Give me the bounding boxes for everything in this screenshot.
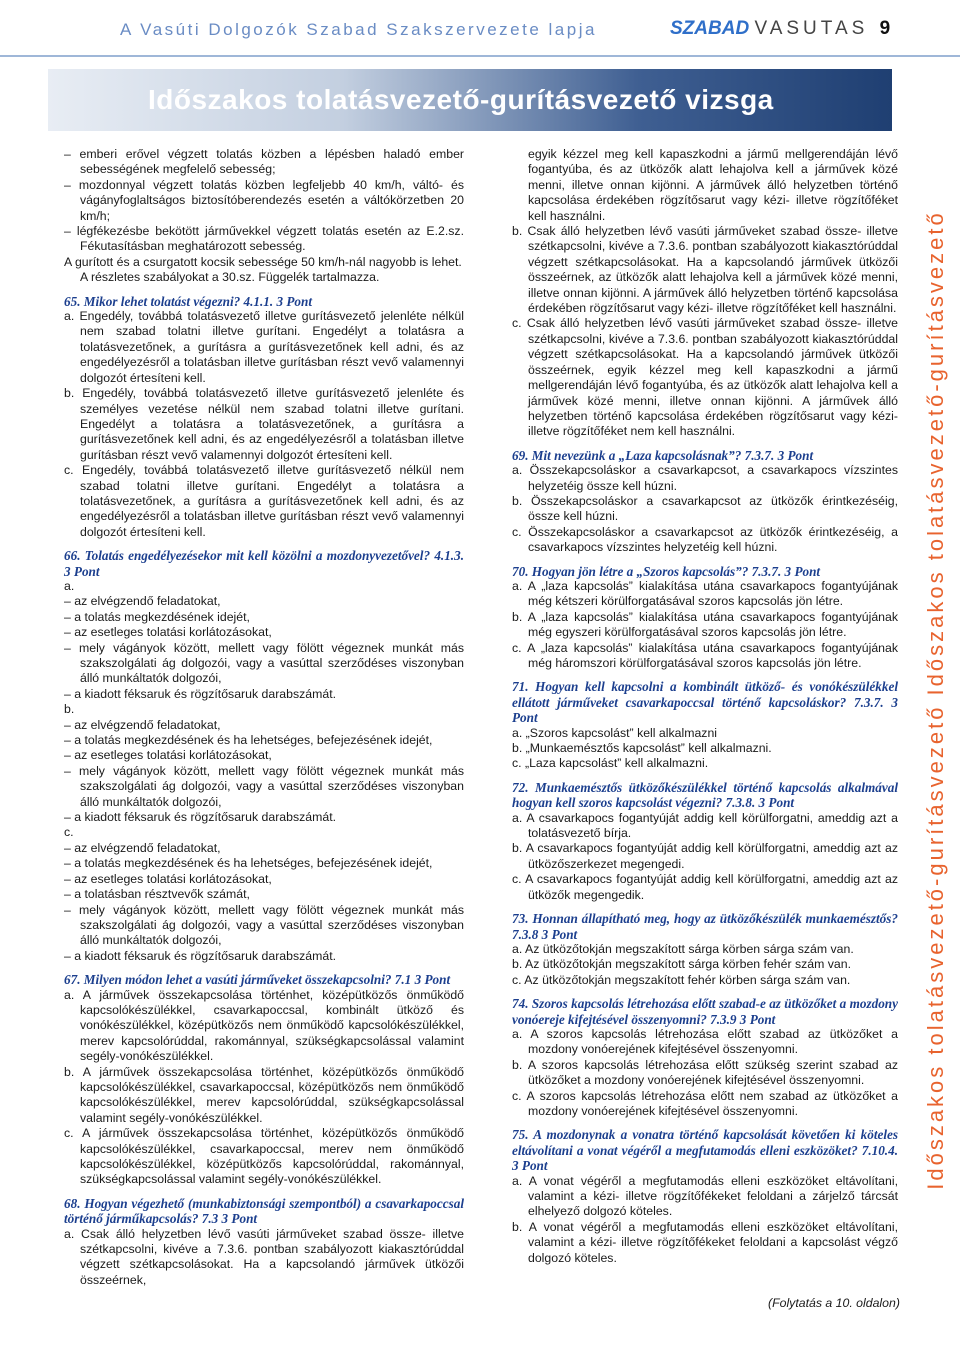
page-header (0, 0, 960, 62)
publication-subtitle: A Vasúti Dolgozók Szabad Szakszervezete lapja (120, 20, 597, 39)
paragraph: c. Összekapcsoláskor a csavarkapcsot az ütközők érintkezéséig, a csavarkapocs vízszintes helyzetéig kell húzni. (512, 524, 898, 555)
question: 66. Tolatás engedélyezésekor mit kell közölni a mozdonyvezetővel? 4.1.3. 3 Pont (64, 548, 464, 579)
paragraph: egyik kézzel meg kell kapaszkodni a jármű mellgerendáján lévő fogantyúba, és az ütközők alatt lehajolva kell a járművek közé menni, illetve onnan kijönni. A járművek álló helyzetben történő kapcsolása érdekében rögzítősarut vagy kézi- illetve rögzítőféket kell használni. (528, 147, 898, 223)
paragraph: – mely vágányok között, mellett vagy fölött végeznek munkát más szakszolgálati ág dolgozói, vagy a vasúttal szerződéses viszonyban álló munkáltatók dolgozói, (64, 640, 464, 686)
paragraph: a. Összekapcsoláskor a csavarkapcsot, a csavarkapocs vízszintes helyzetéig össze kell húzni. (512, 463, 898, 493)
paragraph: A részletes szabályokat a 30.sz. Függelék tartalmazza. (80, 270, 380, 285)
question: 71. Hogyan kell kapcsolni a kombinált ütköző- és vonókészülékkel ellátott járműveket csavarkapoccsal történő kapcsoláskor? 7.3.7. 3 Pont (512, 679, 898, 726)
left-column (64, 147, 464, 1288)
question: 74. Szoros kapcsolás létrehozása előtt szabad-e az ütközőket a mozdony vonóereje kifejtésével összenyomni? 7.3.9 3 Pont (512, 996, 898, 1027)
paragraph: – a kiadott féksaruk és rögzítősaruk darabszámát. (64, 948, 337, 963)
paragraph: – az elvégzendő feladatokat, (64, 717, 221, 732)
question: 73. Honnan állapítható meg, hogy az ütközőkészülék munkaemésztős? 7.3.8 3 Pont (512, 911, 898, 942)
paragraph: a. A vonat végéről a megfutamodás elleni eszközöket eltávolítani, valamint a kézi- illetve rögzítőfékeket feloldani a zárjelző tárcsát elhelyező dolgozó köteles. (512, 1173, 898, 1219)
side-text: Időszakos tolatásvezető-gurításvezető Időszakos tolatásvezető-gurításvezető (923, 210, 948, 1190)
paragraph: a. Csak álló helyzetben lévő vasúti járműveket szabad össze- illetve szétkapcsolni, kivéve a 7.3.6. pontban szabályozott kiakasztórúddal végzett szétkapcsolásokat. Ha a kapcsolandó járművek ütközői összeérnek, (64, 1226, 464, 1287)
question: 67. Milyen módon lehet a vasúti járműveket összekapcsolni? 7.1 3 Pont (64, 972, 451, 988)
paragraph: a. A „laza kapcsolás” kialakítása utána csavarkapocs fogantyújának még kétszeri körülforgatásával szoros kapcsolás jön létre. (512, 578, 898, 609)
paragraph: A gurított és a csurgatott kocsik sebessége 50 km/h-nál nagyobb is lehet. (64, 254, 462, 269)
paragraph: c. A szoros kapcsolás létrehozása előtt nem szabad az ütközőket a mozdony vonóerejének kifejtésével összenyomni. (512, 1088, 898, 1118)
paragraph: – mely vágányok között, mellett vagy fölött végeznek munkát más szakszolgálati ág dolgozói, vagy a vasúttal szerződéses viszonyban álló munkáltatók dolgozói, (64, 902, 464, 948)
paragraph: b. Csak álló helyzetben lévő vasúti járműveket szabad össze- illetve szétkapcsolni, kivéve a 7.3.6. pontban szabályozott kiakasztórúddal végzett szétkapcsolásokat. Ha a kapcsolandó járművek ütközői összeérnek, az ütközők alatt lehajolva kell a járművek közé menni, illetve onnan kijönni. A járművek álló helyzetben történő kapcsolása érdekében rögzítősarut vagy kézi- illetve rögzítőféket kell használni. (512, 224, 898, 316)
paragraph: a. A szoros kapcsolás létrehozása előtt szabad az ütközőket a mozdony vonóerejének kifejtésével összenyomni. (512, 1026, 898, 1057)
paragraph: – mozdonnyal végzett tolatás közben legfeljebb 40 km/h, váltó- és vágányfoglaltságos biztosítóberendezés esetén a váltókörzetben 20 km/h; (64, 177, 464, 223)
paragraph: b. A szoros kapcsolás létrehozása előtt szükség szerint szabad az ütközőket a mozdony vonóerejének kifejtésével összenyomni. (512, 1057, 898, 1088)
paragraph: – emberi erővel végzett tolatás közben a lépésben haladó ember sebességének megfelelő sebesség; (64, 147, 464, 177)
paragraph: b. Engedély, továbbá tolatásvezető illetve gurításvezető jelenléte és személyes vezetése nélkül nem szabad tolatni illetve gurítani. Engedélyt a tolatásra a tolatásvezetőnek, a gurításra a gurításvezetőnek kell adni, és az engedélyezésről a tolatásban illetve gurításban részt vevő valamennyi dolgozót értesíteni kell. (64, 386, 464, 462)
paragraph: c. Csak álló helyzetben lévő vasúti járműveket szabad össze- illetve szétkapcsolni, kivéve a 7.3.6. pontban szabályozott kiakasztórúddal végzett szétkapcsolásokat. Ha a kapcsolandó járművek ütközői összeérnek, egyik kézzel meg kell kapaszkodni a jármű mellgerendáján lévő fogantyúba, és az ütközők alatt lehajolva kell a járművek közé menni, illetve onnan kijönni. A járművek álló helyzetben történő kapcsolása érdekében rögzítősarut vagy kézi- illetve rögzítőféket nem kell használni. (512, 316, 898, 439)
question: 70. Hogyan jön létre a „Szoros kapcsolás”? 7.3.7. 3 Pont (512, 563, 821, 579)
paragraph: c. Az ütközőtokján megszakított fehér körben sárga szám van. (512, 972, 851, 987)
paragraph: – az esetleges tolatási korlátozásokat, (64, 871, 272, 886)
paragraph: c. A „laza kapcsolás” kialakítása utána csavarkapocs fogantyújának még háromszori körülforgatásával szoros kapcsolás jön létre. (512, 640, 898, 670)
paragraph: – a tolatás megkezdésének és ha lehetséges, befejezésének idejét, (64, 733, 433, 748)
paragraph: b. A vonat végéről a megfutamodás elleni eszközöket eltávolítani, valamint a kézi- illetve rögzítőfékeket feloldani a kapcsolást végző dolgozó köteles. (512, 1219, 898, 1265)
paragraph: – mely vágányok között, mellett vagy fölött végeznek munkát más szakszolgálati ág dolgozói, vagy a vasúttal szerződéses viszonyban álló munkáltatók dolgozói, (64, 763, 464, 809)
paragraph: a. „Szoros kapcsolást” kell alkalmazni (512, 725, 718, 740)
paragraph: – a kiadott féksaruk és rögzítősaruk darabszámát. (64, 686, 337, 701)
paragraph: b. (64, 702, 75, 717)
page-number: 9 (879, 18, 891, 39)
paragraph: a. (64, 578, 75, 593)
paragraph: c. (64, 825, 74, 840)
paragraph: – az esetleges tolatási korlátozásokat, (64, 748, 272, 763)
question: 69. Mit nevezünk a „Laza kapcsolásnak”? 7.3.7. 3 Pont (512, 447, 814, 463)
publication-brand (670, 18, 890, 40)
question: 65. Mikor lehet tolatást végezni? 4.1.1. 3 Pont (64, 293, 312, 309)
paragraph: b. A „laza kapcsolás” kialakítása utána csavarkapocs fogantyújának még egyszeri körülforgatásával szoros kapcsolás jön létre. (512, 609, 898, 640)
question: 72. Munkaemésztős ütközőkészülékkel történő kapcsolás alkalmával hogyan kell szoros kapcsolást végezni? 7.3.8. 3 Pont (512, 779, 898, 811)
paragraph: c. A csavarkapocs fogantyúját addig kell körülforgatni, ameddig azt az ütközők megengedik. (512, 872, 898, 902)
paragraph: b. Összekapcsoláskor a csavarkapcsot az ütközők érintkezéséig, össze kell húzni. (512, 493, 898, 524)
right-column (512, 147, 898, 1266)
brand-bold: SZABAD (670, 18, 750, 39)
paragraph: a. A csavarkapocs fogantyúját addig kell körülforgatni, ameddig azt a tolatásvezető bírja. (512, 810, 898, 841)
paragraph: b. „Munkaemésztős kapcsolást” kell alkalmazni. (512, 741, 772, 756)
question: 68. Hogyan végezhető (munkabiztonsági szempontból) a csavarkapoccsal történő járműkapcsolás? 7.3 3 Pont (64, 1195, 464, 1227)
paragraph: – az esetleges tolatási korlátozásokat, (64, 625, 272, 640)
paragraph: – a kiadott féksaruk és rögzítősaruk darabszámát. (64, 810, 337, 825)
paragraph: – a tolatás megkezdésének idejét, (64, 609, 250, 624)
paragraph: – az elvégzendő feladatokat, (64, 594, 221, 609)
paragraph: a. Engedély, továbbá tolatásvezető illetve gurításvezető jelenléte nélkül nem szabad tolatni illetve gurítani. Engedélyt a tolatásra a tolatásvezetőnek, a gurításra a gurításvezetőnek kell adni, és az engedélyezésről a tolatásban illetve gurításban részt vevő valamennyi dolgozót értesíteni kell. (64, 309, 464, 385)
paragraph: a. Az ütközőtokján megszakított sárga körben sárga szám van. (512, 941, 854, 956)
paragraph: c. A járművek összekapcsolása történhet, középütközős önműködő kapcsolókészülékkel, csavarkapoccsal, merev nem önműködő kapcsolókészülékkel, középütközős kapcsolórúddal, rakománnyal, szükségkapcsolással valamint segély-vonókészülékkel. (64, 1126, 464, 1187)
page-title: Időszakos tolatásvezető-gurításvezető vizsga (148, 84, 774, 115)
paragraph: – a tolatásban résztvevők számát, (64, 887, 250, 902)
paragraph: – az elvégzendő feladatokat, (64, 840, 221, 855)
paragraph: b. A járművek összekapcsolása történhet, középütközős önműködő kapcsolókészülékkel, csavarkapoccsal, középütközős nem önműködő kapcsolókészülékkel, merev kapcsolórúddal, szükségkapcsolással valamint segély-vonókészülékkel. (64, 1064, 464, 1125)
continued-note: (Folytatás a 10. oldalon) (768, 1296, 900, 1310)
paragraph: a. A járművek összekapcsolása történhet, középütközős önműködő kapcsolókészülékkel, csavarkapoccsal, kombinált ütköző és vonókészülékkel, középütközős nem önműködő kapcsolókészülékkel, merev kapcsolórúddal, rakománnyal, szükségkapcsolással valamint segély-vonókészülékkel. (64, 987, 464, 1064)
question: 75. A mozdonynak a vonatra történő kapcsolását követően ki köteles eltávolítani a vonat végéről a megfutamodás elleni eszközöket? 7.10.4. 3 Pont (512, 1127, 898, 1174)
brand-rest: VASUTAS (754, 18, 869, 39)
paragraph: – légfékezésbe bekötött járművekkel végzett tolatás esetén az E.2.sz. Fékutasításban meghatározott sebesség. (64, 224, 464, 254)
paragraph: c. Engedély, továbbá tolatásvezető illetve gurításvezető nélkül nem szabad tolatni illetve gurítani. Engedélyt a tolatásra a tolatásvezetőnek, a gurításra a gurításvezetőnek kell adni, és az engedélyezésről a tolatásban illetve gurításban részt vevő valamennyi dolgozót értesíteni kell. (64, 463, 464, 539)
side-banner (912, 150, 960, 1250)
paragraph: b. A csavarkapocs fogantyúját addig kell körülforgatni, ameddig azt az ütközőszerkezet megengedi. (512, 841, 898, 871)
header-divider (0, 55, 960, 57)
paragraph: b. Az ütközőtokján megszakított sárga körben fehér szám van. (512, 957, 852, 972)
paragraph: – a tolatás megkezdésének és ha lehetséges, befejezésének idejét, (64, 856, 433, 871)
paragraph: c. „Laza kapcsolást” kell alkalmazni. (512, 756, 709, 771)
